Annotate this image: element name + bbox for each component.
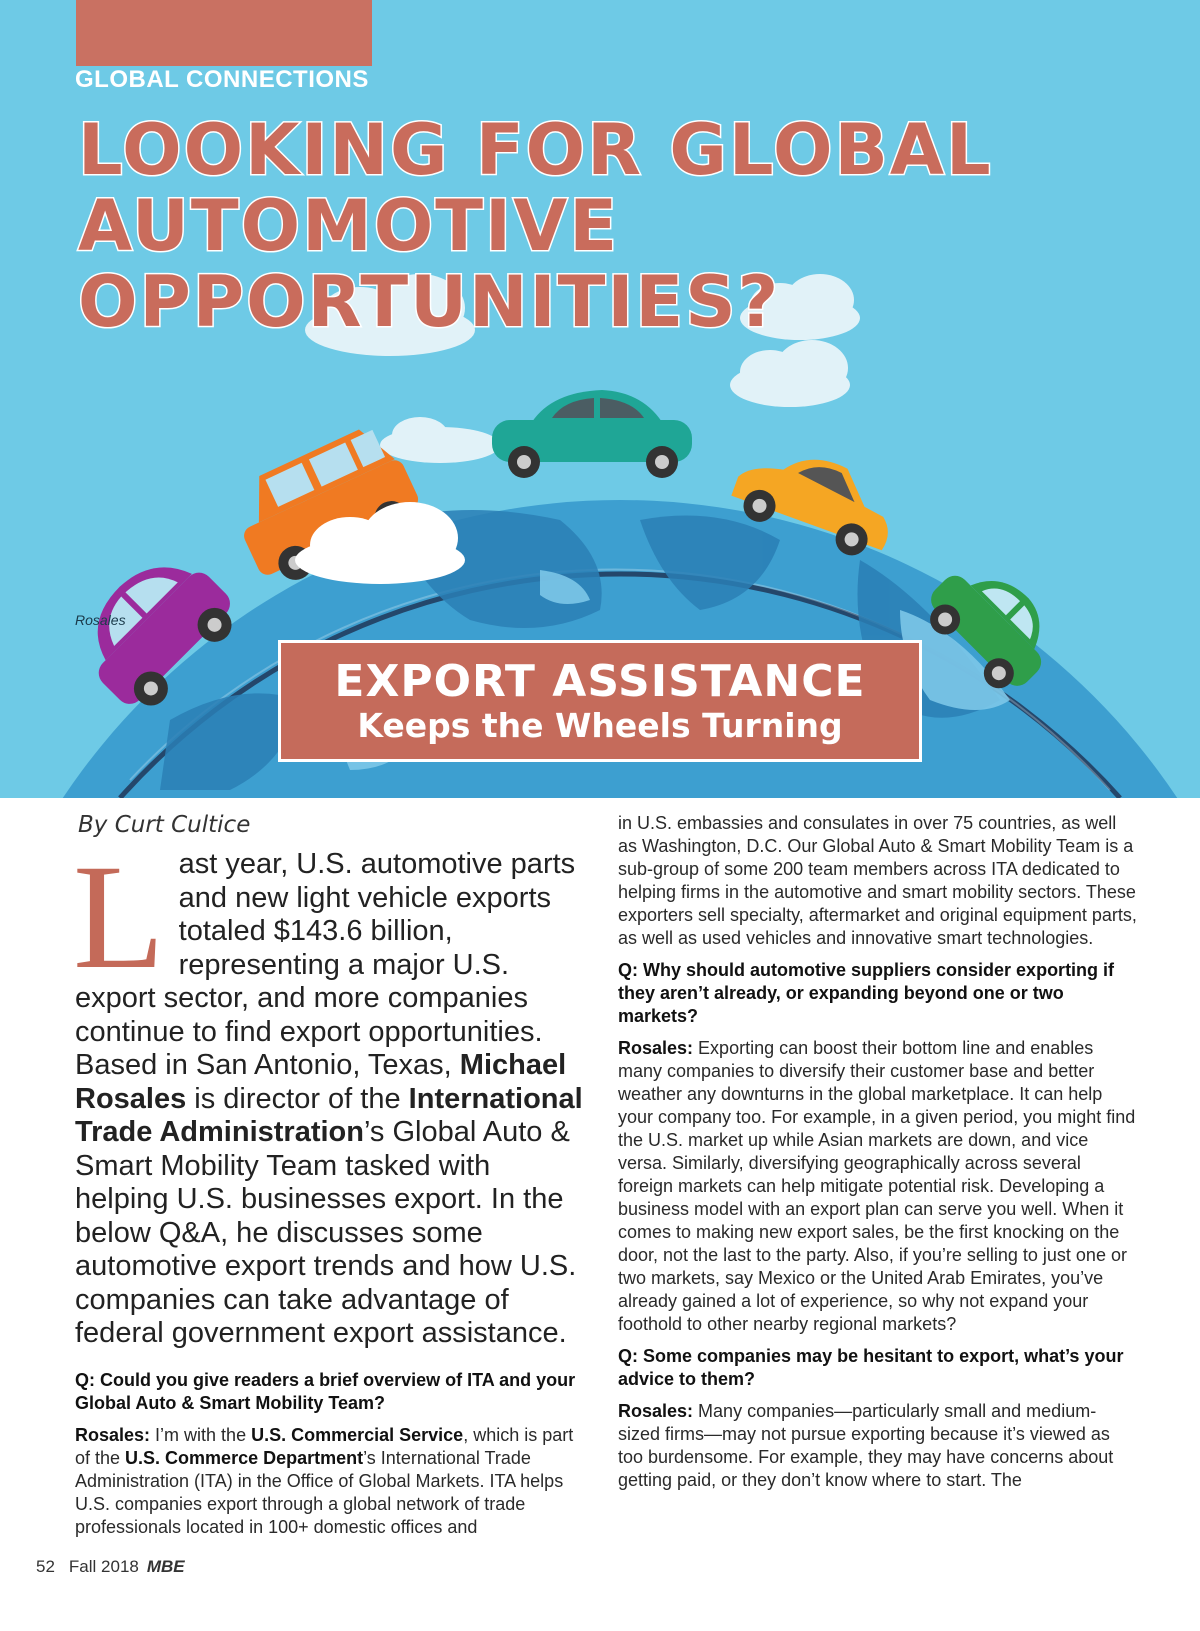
speaker-label: Rosales: [75,1424,151,1445]
headline-line: LOOKING FOR GLOBAL [78,109,993,191]
headline-line: AUTOMOTIVE [78,185,620,267]
answer-3 [618,1400,1138,1492]
answer-text: Many companies—particularly small and medium-sized firms—may not pursue exporting because it’s viewed as too burdensome. For example, they may have concerns about getting paid, or they don’t know where to start. The [618,1401,1114,1490]
speaker-label: Rosales: [618,1401,694,1421]
answer-text: ’s International Trade Administration (ITA) in the Office of Global Markets. ITA helps U.S. companies export through a global network of trade professionals located in 100+ domestic offices and [75,1447,564,1537]
section-tab-block [76,0,372,66]
answer-bold: U.S. Commercial Service [251,1424,464,1445]
issue-label: Fall 2018 [68,1557,139,1576]
lead-paragraph [73,834,585,1351]
answer-1-continued: in U.S. embassies and consulates in over 75 countries, as well as Washington, D.C. Our Global Auto & Smart Mobility Team is a sub-group of some 200 team members across ITA dedicated to helping firms in the automotive and smart mobility sectors. These exporters sell specialty, aftermarket and original equipment parts, as well as used vehicles and innovative smart technologies. [618,813,1137,948]
answer-2 [618,1037,1138,1336]
organization-name: International Trade Administration [75,1082,583,1148]
question-1: Q: Could you give readers a brief overview of ITA and your Global Auto & Smart Mobility Team? [75,1369,576,1413]
lead-text: ’s Global Auto & Smart Mobility Team tasked with helping U.S. businesses export. In the below Q&A, he discusses some automotive export trends and how U.S. companies can take advantage of federal government export assistance. [75,1116,577,1349]
answer-1 [75,1424,585,1539]
deck-banner [278,640,922,762]
article-column-right [618,812,1138,1492]
article-column-left [75,812,585,1539]
section-label: GLOBAL CONNECTIONS [75,66,369,93]
banner-subtitle: Keeps the Wheels Turning [357,706,843,745]
question-2: Q: Why should automotive suppliers consider exporting if they aren’t already, or expanding beyond one or two markets? [618,960,1115,1026]
answer-text: I’m with the [150,1424,252,1445]
photo-credit: Rosales [75,612,126,628]
banner-title: EXPORT ASSISTANCE [334,656,866,707]
magazine-name: MBE [146,1557,185,1576]
headline-line: OPPORTUNITIES? [78,261,781,343]
page-footer [36,1557,185,1577]
teal-car-shape [492,390,692,478]
question-3: Q: Some companies may be hesitant to export, what’s your advice to them? [618,1346,1124,1389]
page-number: 52 [36,1557,55,1576]
answer-text: Exporting can boost their bottom line and enables many companies to diversify their customer base and better weather any downturns in the global marketplace. It can help your company too. For example, in a given period, you might find the U.S. market up while Asian markets are down, and vice versa. Similarly, diversifying geographically across several foreign markets can help mitigate potential risk. Developing a business model with an export plan can serve you well. When it comes to making new export sales, be the first knocking on the door, not the last to the party. Also, if you’re selling to just one or two markets, say Mexico or the United Arab Emirates, you’ve already gained a lot of experience, so why not expand your foothold to other nearby regional markets? [618,1038,1136,1334]
lead-text: ast year, U.S. automotive parts and new light vehicle exports totaled $143.6 billion, representing a major U.S. export sector, and more companies continue to find export opportunities. Based in San Antonio, Texas, [75,848,576,1081]
byline: By Curt Cultice [78,812,251,838]
lead-text: is director of the [186,1082,409,1115]
person-name: Michael Rosales [75,1049,567,1115]
answer-text: , which is part of the [75,1424,574,1468]
answer-bold: U.S. Commerce Department [125,1447,364,1468]
speaker-label: Rosales: [618,1038,694,1058]
hero-illustration [0,0,1200,798]
headline [78,109,1078,343]
drop-cap: L [73,834,165,1000]
